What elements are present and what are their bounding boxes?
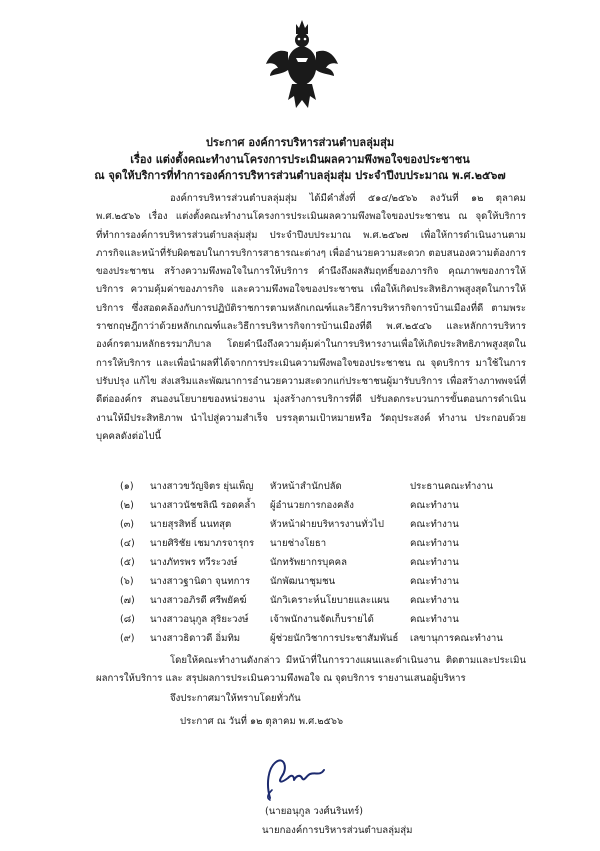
member-number: (๕) bbox=[120, 557, 135, 568]
handwritten-signature-icon bbox=[262, 754, 332, 802]
member-role: คณะทำงาน bbox=[410, 614, 459, 625]
member-list bbox=[120, 477, 540, 648]
member-position: นายช่างโยธา bbox=[270, 538, 327, 549]
member-name: นางสาวฐานิดา จุนทการ bbox=[150, 576, 251, 587]
announcement-date: ประกาศ ณ วันที่ ๑๒ ตุลาคม พ.ศ.๒๕๖๖ bbox=[180, 716, 344, 727]
member-name: นางสาวนัชชลิณี รอดคล้ำ bbox=[150, 500, 256, 511]
member-number: (๔) bbox=[120, 538, 135, 549]
header-line-3: ณ จุดให้บริการที่ทำการองค์การบริหารส่วนตำบลลุ่มสุ่ม ประจำปีงบประมาณ พ.ศ.๒๕๖๗ bbox=[94, 169, 506, 182]
member-number: (๒) bbox=[120, 500, 134, 511]
member-number: (๘) bbox=[120, 614, 135, 625]
member-name: นายศิริชัย เชมาภรจารุกร bbox=[150, 538, 255, 549]
member-number: (๗) bbox=[120, 595, 135, 606]
paragraph-duties: โดยให้คณะทำงานดังกล่าว มีหน้าที่ในการวางแผนและดำเนินงาน ติดตามและประเมินผลการให้บริการ และ สรุปผลการประเมินความพึงพอใจ ณ จุดบริการ รายงานเสนอผู้บริหาร bbox=[96, 655, 526, 685]
member-position: นักทรัพยากรบุคคล bbox=[270, 557, 347, 568]
member-name: นางสาวอภิรดี ศรีพยัคฆ์ bbox=[150, 595, 247, 606]
member-role: คณะทำงาน bbox=[410, 538, 459, 549]
member-position: หัวหน้าสำนักปลัด bbox=[270, 481, 342, 492]
member-number: (๙) bbox=[120, 633, 135, 644]
member-position: นักพัฒนาชุมชน bbox=[270, 576, 336, 587]
member-number: (๑) bbox=[120, 481, 134, 492]
member-number: (๓) bbox=[120, 519, 135, 530]
header-line-2: เรื่อง แต่งตั้งคณะทำงานโครงการประเมินผลความพึงพอใจของประชาชน bbox=[130, 152, 470, 166]
member-position: ผู้ช่วยนักวิชาการประชาสัมพันธ์ bbox=[270, 633, 399, 644]
member-role: คณะทำงาน bbox=[410, 576, 459, 587]
member-name: นางสาวขวัญจิตร ยุ่นเพ็ญ bbox=[150, 481, 254, 492]
member-position: เจ้าพนักงานจัดเก็บรายได้ bbox=[270, 614, 374, 625]
signer-name: (นายอนุกูล วงศ์นรินทร์) bbox=[265, 806, 364, 817]
member-role: คณะทำงาน bbox=[410, 500, 459, 511]
member-position: ผู้อำนวยการกองคลัง bbox=[270, 500, 354, 511]
paragraph-closing: จึงประกาศมาให้ทราบโดยทั่วกัน bbox=[170, 693, 301, 704]
list-item bbox=[120, 515, 540, 534]
garuda-emblem-icon bbox=[264, 18, 340, 112]
list-item bbox=[120, 477, 540, 496]
member-name: นายสุรสิทธิ์ นนทสุต bbox=[150, 519, 232, 530]
member-role: คณะทำงาน bbox=[410, 519, 459, 530]
member-position: นักวิเคราะห์นโยบายและแผน bbox=[270, 595, 390, 606]
list-item bbox=[120, 496, 540, 515]
list-item bbox=[120, 629, 540, 648]
signer-title: นายกองค์การบริหารส่วนตำบลลุ่มสุ่ม bbox=[262, 825, 413, 836]
list-item bbox=[120, 610, 540, 629]
announcement-header bbox=[0, 135, 600, 185]
header-line-1: ประกาศ องค์การบริหารส่วนตำบลลุ่มสุ่ม bbox=[205, 136, 395, 149]
member-name: นางสาวอนุกูล สุริยะวงษ์ bbox=[150, 614, 249, 625]
member-role: คณะทำงาน bbox=[410, 595, 459, 606]
paragraph-intro: องค์การบริหารส่วนตำบลลุ่มสุ่ม ได้มีคำสั่งที่ ๕๑๔/๒๕๖๖ ลงวันที่ ๑๒ ตุลาคม พ.ศ.๒๕๖๖ เรื่อง แต่งตั้งคณะทำงานโครงการประเมินผลความพึงพอใจของประชาชน ณ จุดให้บริการที่ทำการองค์การบริหารส่วนตำบลลุ่มสุ่ม ประจำปีงบประมาณ พ.ศ.๒๕๖๗ เพื่อให้การดำเนินงานตามภารกิจและหน้าที่รับผิดชอบในการบริการสาธารณะต่างๆ เพื่ออำนวยความสะดวก ตอบสนองความต้องการของประชาชน สร้างความพึงพอใจในการให้บริการ คำนึงถึงผลสัมฤทธิ์ของภารกิจ คุณภาพของการให้บริการ ความคุ้มค่าของภารกิจ และความพึงพอใจของประชาชน เพื่อให้เกิดประสิทธิภาพสูงสุดในการให้บริการ ซึ่งสอดคล้องกับการปฏิบัติราชการตามหลักเกณฑ์และวิธีการบริหารกิจการบ้านเมืองที่ดี ตามพระราชกฤษฎีกาว่าด้วยหลักเกณฑ์และวิธีการบริหารกิจการบ้านเมืองที่ดี พ.ศ.๒๕๔๖ และหลักการบริหารองค์กรตามหลักธรรมาภิบาล โดยคำนึงถึงความคุ้มค่าในการบริหารงานเพื่อให้เกิดประสิทธิภาพสูงสุดในการให้บริการ และเพื่อนำผลที่ได้จากการประเมินความพึงพอใจของประชาชน ณ จุดบริการ มาใช้ในการปรับปรุง แก้ไข ส่งเสริมและพัฒนาการอำนวยความสะดวกแก่ประชาชนผู้มารับบริการ เพื่อสร้างภาพพจน์ที่ดีต่อองค์กร สนองนโยบายของหน่วยงาน มุ่งสร้างการบริการที่ดี ปรับลดกระบวนการขั้นตอนการดำเนินงานให้มีประสิทธิภาพ นำไปสู่ความสำเร็จ บรรลุตามเป้าหมายหรือ วัตถุประสงค์ ทำงาน ประกอบด้วยบุคคลดังต่อไปนี้ bbox=[96, 193, 526, 442]
member-name: นางภัทรพร ทวีระวงษ์ bbox=[150, 557, 238, 568]
member-role: ประธานคณะทำงาน bbox=[410, 481, 494, 492]
list-item bbox=[120, 553, 540, 572]
member-role: คณะทำงาน bbox=[410, 557, 459, 568]
list-item bbox=[120, 572, 540, 591]
member-position: หัวหน้าฝ่ายบริหารงานทั่วไป bbox=[270, 519, 384, 530]
member-number: (๖) bbox=[120, 576, 134, 587]
list-item bbox=[120, 591, 540, 610]
list-item bbox=[120, 534, 540, 553]
member-role: เลขานุการคณะทำงาน bbox=[410, 633, 503, 644]
member-name: นางสาวธิดาวดี อิ่มทิม bbox=[150, 633, 241, 644]
